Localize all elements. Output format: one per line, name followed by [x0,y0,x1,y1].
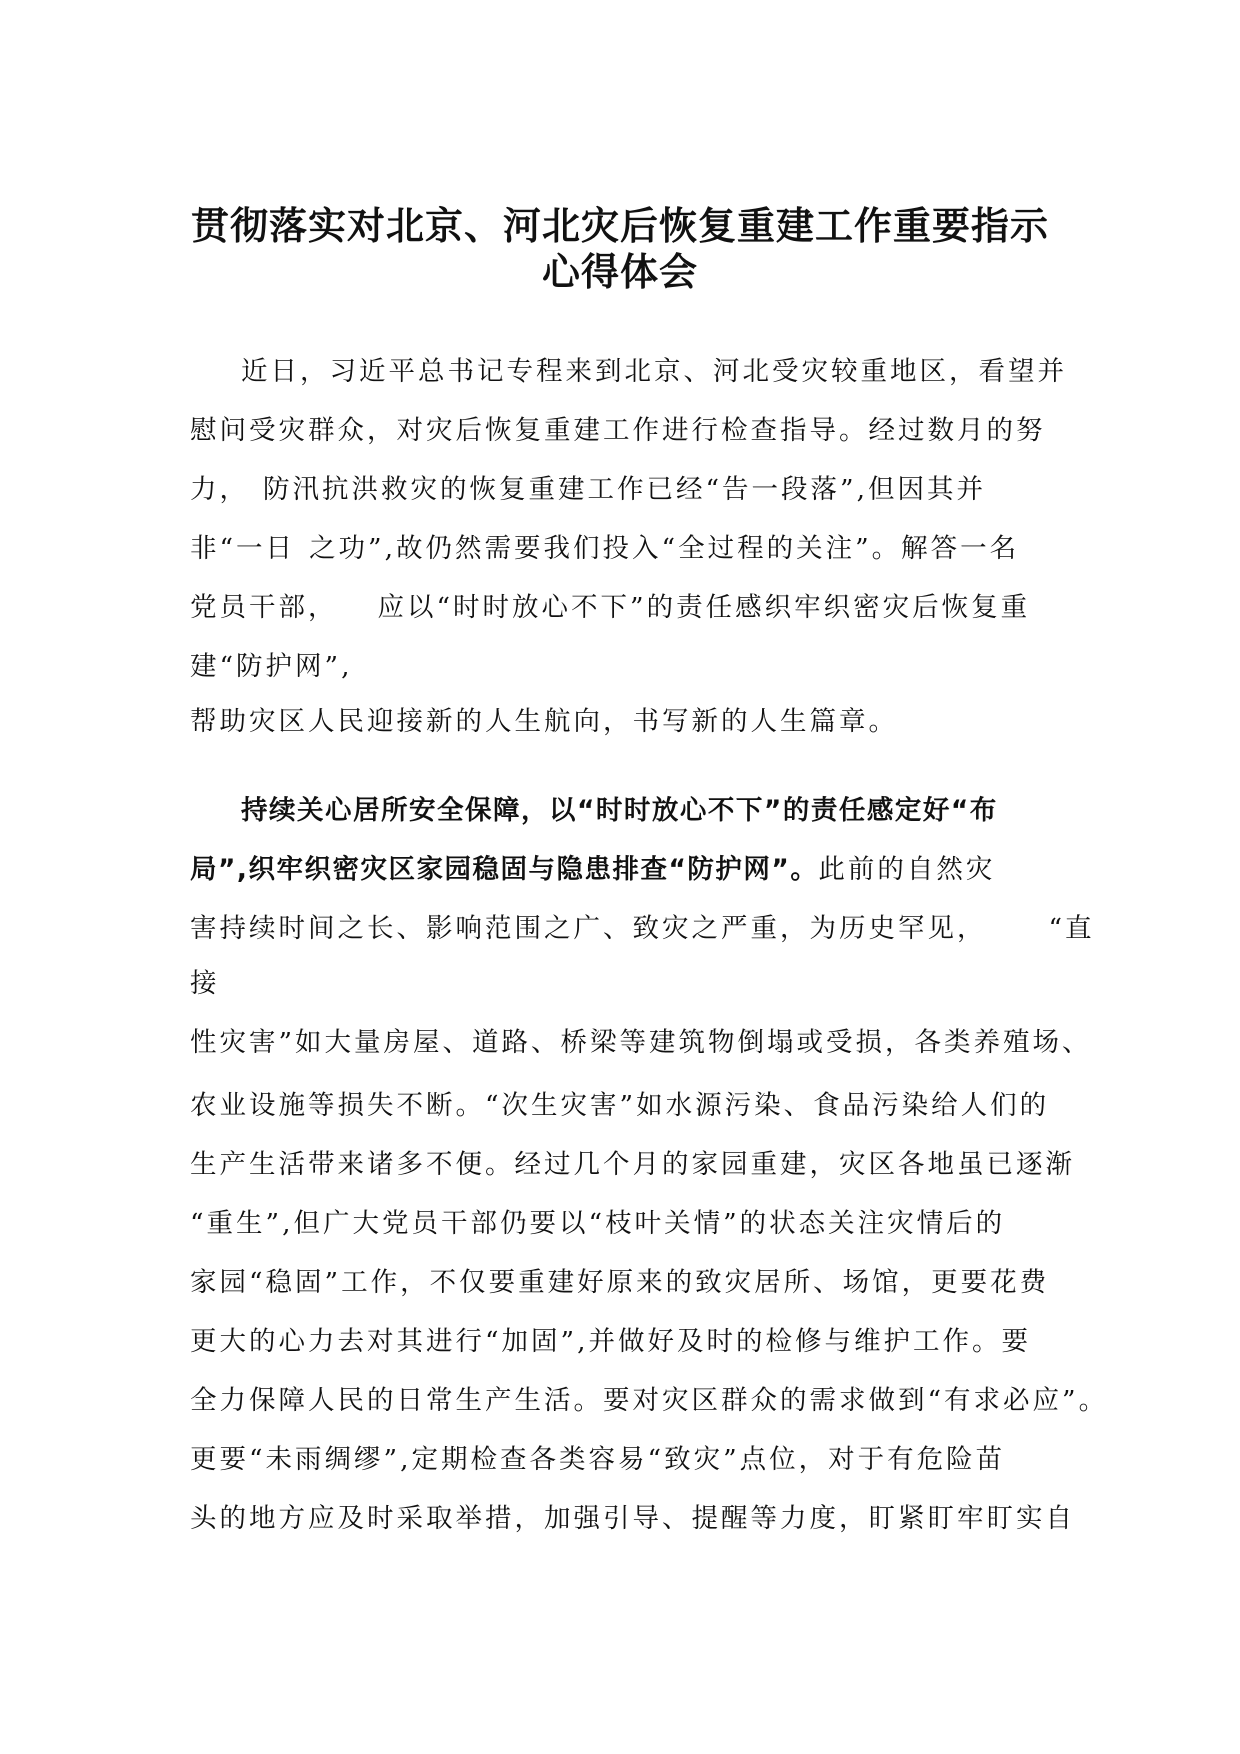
paragraph-2-line-13: 头的地方应及时采取举措，加强引导、提醒等力度，盯紧盯牢盯实自 [190,1503,1075,1534]
paragraph-1-line-1: 近日，习近平总书记专程来到北京、河北受灾较重地区，看望并 [241,356,1067,387]
document-title-line-2: 心得体会 [541,250,698,294]
paragraph-2-line-9: 家园“稳固”工作，不仅要重建好原来的致灾居所、场馆，更要花费 [190,1267,1050,1298]
paragraph-2-line-4: 接 [190,968,220,999]
paragraph-2-line-7: 生产生活带来诸多不便。经过几个月的家园重建，灾区各地虽已逐渐 [190,1149,1075,1180]
paragraph-2-line-8: “重生”,但广大党员干部仍要以“枝叶关情”的状态关注灾情后的 [190,1208,1006,1239]
paragraph-2-line-10: 更大的心力去对其进行“加固”,并做好及时的检修与维护工作。要 [190,1326,1032,1357]
paragraph-2-line-3-part-a: 害持续时间之长、影响范围之广、致灾之严重，为历史罕见， [190,913,987,944]
paragraph-2-line-1: 持续关心居所安全保障，以“时时放心不下”的责任感定好“布 [241,795,998,826]
paragraph-2-line-2-bold: 局”,织牢织密灾区家园稳固与隐患排查“防护网”。 [190,854,819,885]
paragraph-1-line-4-part-a: 非“一日 [190,533,296,564]
paragraph-1-line-5-part-b: 应以“时时放心不下”的责任感织牢织密灾后恢复重 [377,592,1031,623]
paragraph-2-line-2 [190,852,995,888]
paragraph-2-line-5: 性灾害”如大量房屋、道路、桥梁等建筑物倒塌或受损，各类养殖场、 [190,1027,1092,1058]
paragraph-1-line-3-part-b: 防汛抗洪救灾的恢复重建工作已经“告一段落”,但因其并 [263,474,987,505]
paragraph-2-line-3-part-b: “直 [1048,913,1095,944]
paragraph-1-line-2: 慰问受灾群众，对灾后恢复重建工作进行检查指导。经过数月的努 [190,415,1046,446]
paragraph-2-line-12: 更要“未雨绸缪”,定期检查各类容易“致灾”点位，对于有危险苗 [190,1444,1006,1475]
paragraph-2-line-3 [190,911,1095,947]
paragraph-2-line-11: 全力保障人民的日常生产生活。要对灾区群众的需求做到“有求必应”。 [190,1385,1109,1416]
paragraph-1-line-3 [190,472,986,508]
paragraph-1-line-6: 建“防护网”, [190,651,353,682]
paragraph-1-line-4 [190,531,1019,567]
paragraph-1-line-3-part-a: 力， [190,474,249,505]
paragraph-2-line-6: 农业设施等损失不断。“次生灾害”如水源污染、食品污染给人们的 [190,1090,1050,1121]
paragraph-1-line-7: 帮助灾区人民迎接新的人生航向，书写新的人生篇章。 [190,706,898,737]
paragraph-1-line-5-part-a: 党员干部， [190,592,338,623]
document-title-line-1: 贯彻落实对北京、河北灾后恢复重建工作重要指示 [190,204,1049,248]
paragraph-1-line-4-part-b: 之功”,故仍然需要我们投入“全过程的关注”。解答一名 [309,533,1020,564]
paragraph-1-line-5 [190,590,1030,626]
paragraph-2-line-2-rest: 此前的自然灾 [818,854,996,885]
